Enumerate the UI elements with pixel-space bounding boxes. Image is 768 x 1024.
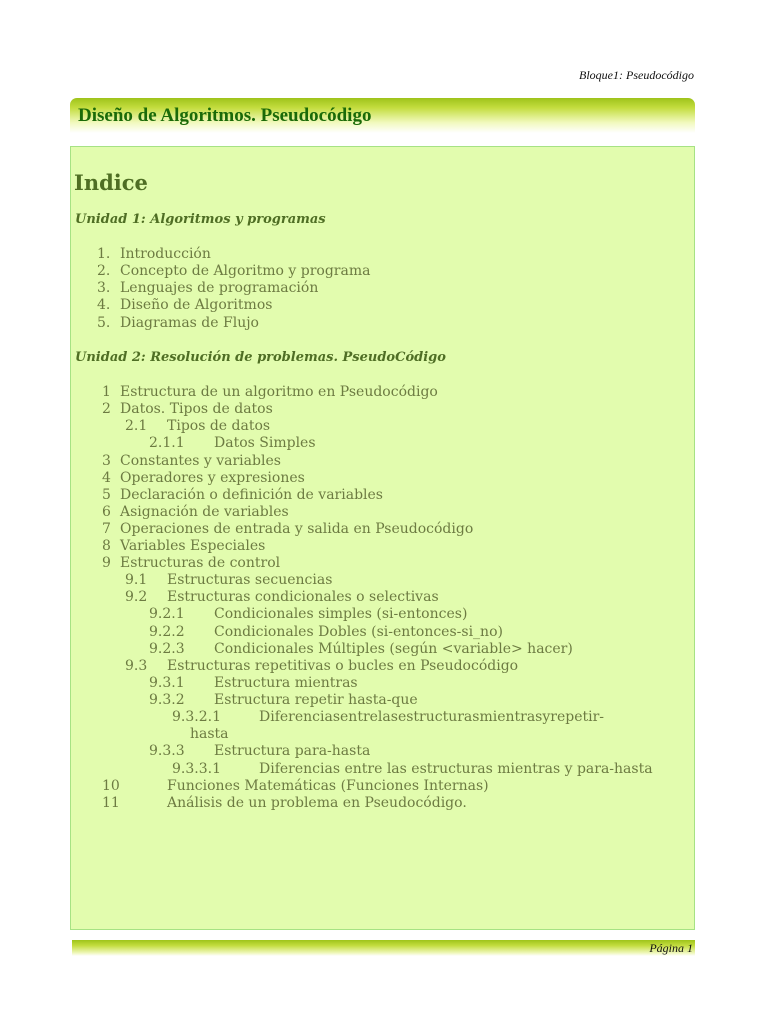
toc-item-number: 9.3.2.1	[172, 709, 221, 725]
toc-item-number: 9.3.2	[149, 692, 185, 708]
toc-item-text: Tipos de datos	[167, 418, 271, 434]
toc-item-number: 9	[102, 555, 111, 571]
unit2-heading: Unidad 2: Resolución de problemas. PseudoCódigo	[75, 350, 446, 365]
toc-item-text: Datos. Tipos de datos	[120, 401, 273, 417]
toc-item-text: Lenguajes de programación	[120, 280, 319, 296]
toc-item[interactable]	[149, 675, 358, 692]
toc-item-number: 9.3.3.1	[172, 761, 221, 777]
word: repetir-	[550, 709, 605, 725]
toc-item[interactable]	[172, 709, 692, 726]
toc-item-number: 2.	[97, 263, 111, 279]
toc-item-number: 9.3	[125, 658, 148, 674]
toc-item-text: Declaración o definición de variables	[120, 487, 383, 503]
toc-item-text: Estructura repetir hasta-que	[214, 692, 418, 708]
toc-item-text: Condicionales simples (si-entonces)	[214, 606, 468, 622]
toc-item[interactable]	[97, 280, 318, 297]
toc-item-number: 4	[102, 470, 111, 486]
unit1-heading: Unidad 1: Algoritmos y programas	[75, 212, 326, 227]
toc-item[interactable]	[125, 589, 439, 606]
index-heading: Indice	[74, 170, 148, 195]
toc-item-text: Operaciones de entrada y salida en Pseudocódigo	[120, 521, 474, 537]
toc-item-text: Constantes y variables	[120, 453, 281, 469]
toc-item-text: Estructura de un algoritmo en Pseudocódigo	[120, 384, 438, 400]
title-bar	[70, 98, 695, 133]
word: mientras	[479, 709, 543, 725]
toc-item[interactable]	[172, 761, 653, 778]
footer-bar	[72, 940, 695, 956]
toc-item-text: Datos Simples	[214, 435, 316, 451]
toc-item-number: 3	[102, 453, 111, 469]
toc-item-text: Funciones Matemáticas (Funciones Internas)	[167, 778, 489, 794]
toc-item-text: Estructuras repetitivas o bucles en Pseudocódigo	[167, 658, 519, 674]
word: las	[377, 709, 398, 725]
toc-item-number: 10	[102, 778, 120, 794]
document-title: Diseño de Algoritmos. Pseudocódigo	[78, 105, 372, 126]
toc-item-number: 2.1	[125, 418, 148, 434]
toc-item[interactable]	[102, 453, 281, 470]
toc-item[interactable]	[97, 246, 211, 263]
word: y	[542, 709, 551, 725]
toc-item-text	[259, 709, 692, 726]
toc-item-continuation: hasta	[190, 726, 229, 742]
toc-item[interactable]	[102, 555, 280, 572]
toc-item[interactable]	[102, 504, 289, 521]
page-number: Página 1	[649, 941, 693, 955]
toc-item-text: Estructura mientras	[214, 675, 358, 691]
toc-item-number: 6	[102, 504, 111, 520]
toc-item-number: 1.	[97, 246, 111, 262]
toc-item[interactable]	[149, 435, 316, 452]
toc-item-number: 4.	[97, 297, 111, 313]
toc-item-number: 5.	[97, 315, 111, 331]
toc-item-text: Concepto de Algoritmo y programa	[120, 263, 371, 279]
word: entre	[340, 709, 378, 725]
toc-item[interactable]	[102, 384, 438, 401]
toc-item[interactable]	[149, 606, 467, 623]
toc-item-number: 9.3.1	[149, 675, 185, 691]
toc-item[interactable]	[125, 418, 270, 435]
toc-item[interactable]	[97, 263, 370, 280]
toc-item-text: Estructuras condicionales o selectivas	[167, 589, 439, 605]
toc-item-number: 7	[102, 521, 111, 537]
toc-item[interactable]	[125, 658, 518, 675]
toc-item-number: 9.3.3	[149, 743, 185, 759]
toc-item[interactable]	[125, 572, 332, 589]
toc-item[interactable]	[97, 315, 259, 332]
toc-item-text: Diagramas de Flujo	[120, 315, 259, 331]
toc-item-number: 9.2	[125, 589, 148, 605]
toc-item-text: Diferencias entre las estructuras mientras y para-hasta	[259, 761, 653, 777]
index-box	[70, 146, 695, 930]
toc-item-text: Operadores y expresiones	[120, 470, 305, 486]
toc-item-number: 1	[102, 384, 111, 400]
toc-item[interactable]	[149, 692, 418, 709]
toc-item-text: Diseño de Algoritmos	[120, 297, 273, 313]
toc-item[interactable]	[149, 641, 573, 658]
toc-item-number: 9.2.3	[149, 641, 185, 657]
toc-item[interactable]	[149, 624, 503, 641]
toc-item-number: 8	[102, 538, 111, 554]
toc-item-number: 11	[102, 795, 120, 811]
toc-item[interactable]	[97, 297, 272, 314]
toc-item-text: Introducción	[120, 246, 211, 262]
toc-item[interactable]	[102, 470, 305, 487]
toc-item-number: 9.2.1	[149, 606, 185, 622]
toc-item-text: Análisis de un problema en Pseudocódigo.	[167, 795, 467, 811]
toc-item[interactable]	[149, 743, 370, 760]
toc-item-number: 9.1	[125, 572, 148, 588]
toc-item-number: 3.	[97, 280, 111, 296]
toc-item-number: 2	[102, 401, 111, 417]
toc-item-text: Estructuras secuencias	[167, 572, 333, 588]
word: estructuras	[397, 709, 480, 725]
toc-item[interactable]	[102, 487, 383, 504]
toc-item-text: Condicionales Dobles (si-entonces-si_no)	[214, 624, 503, 640]
toc-item-text: Estructuras de control	[120, 555, 281, 571]
toc-item-number: 2.1.1	[149, 435, 185, 451]
toc-item-text: Variables Especiales	[120, 538, 266, 554]
toc-item[interactable]	[102, 795, 467, 812]
word: Diferencias	[259, 709, 341, 725]
toc-item-number: 9.2.2	[149, 624, 185, 640]
toc-item-text: Condicionales Múltiples (según <variable> hacer)	[214, 641, 573, 657]
toc-item[interactable]	[102, 521, 473, 538]
toc-item-text: Asignación de variables	[120, 504, 289, 520]
toc-item[interactable]	[102, 401, 273, 418]
running-header: Bloque1: Pseudocódigo	[579, 68, 694, 82]
toc-item[interactable]	[102, 538, 265, 555]
toc-item-number: 5	[102, 487, 111, 503]
toc-item[interactable]	[102, 778, 489, 795]
toc-item-text: Estructura para-hasta	[214, 743, 371, 759]
